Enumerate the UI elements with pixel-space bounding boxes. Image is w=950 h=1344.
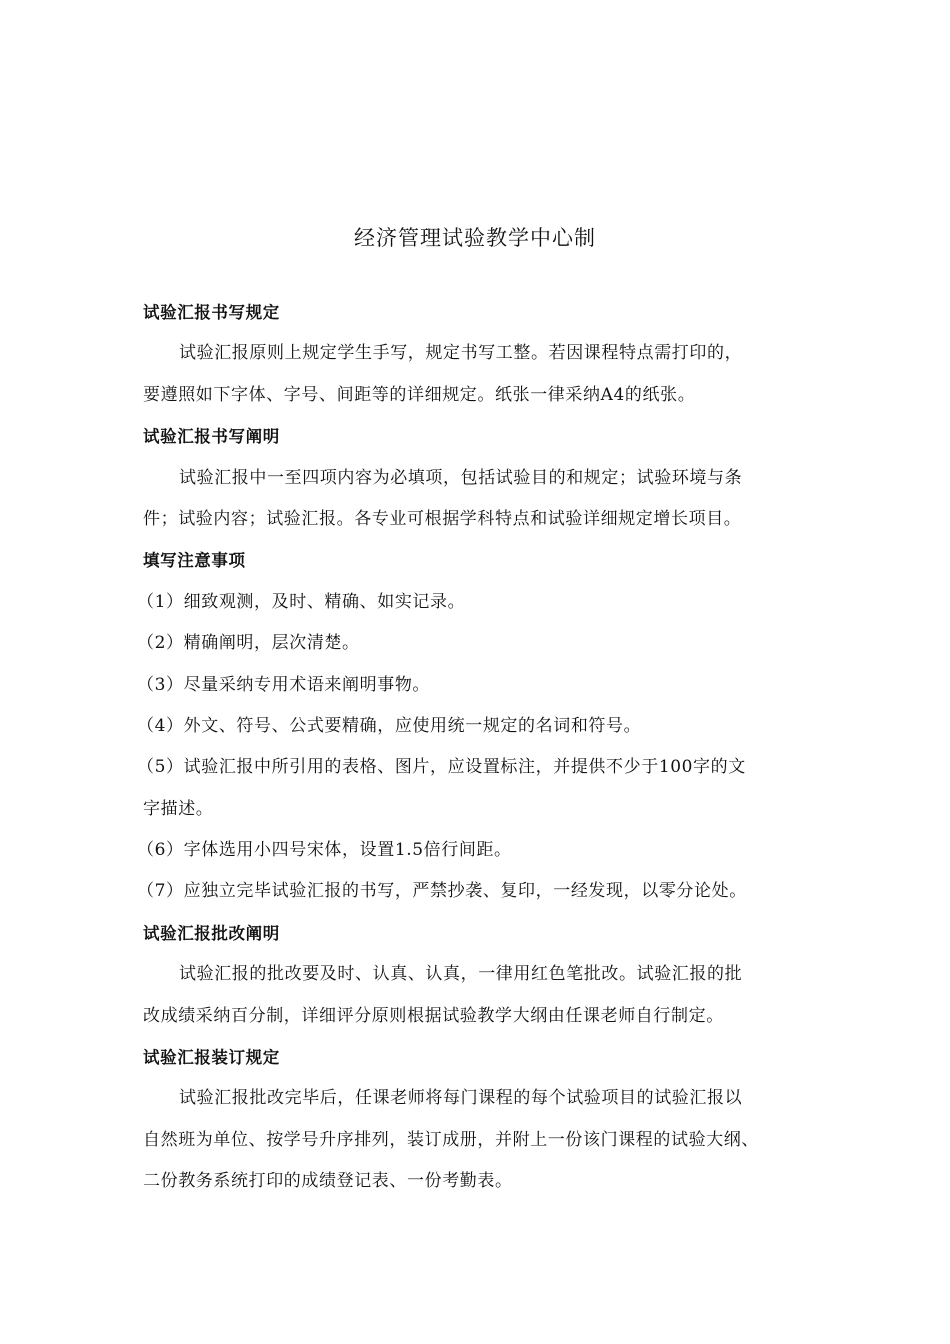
list-item: （6）字体选用小四号宋体，设置1.5倍行间距。 bbox=[137, 840, 512, 861]
paragraph-line: 试验汇报中一至四项内容为必填项，包括试验目的和规定；试验环境与条 bbox=[179, 467, 743, 488]
paragraph-line: 试验汇报批改完毕后，任课老师将每门课程的每个试验项目的试验汇报以 bbox=[179, 1088, 743, 1109]
section-heading-writing-notes: 试验汇报书写阐明 bbox=[143, 427, 280, 447]
section-heading-writing-rules: 试验汇报书写规定 bbox=[143, 303, 280, 322]
section-heading-binding-rules: 试验汇报装订规定 bbox=[143, 1048, 280, 1068]
document-body bbox=[137, 292, 823, 1203]
paragraph-line: 试验汇报的批改要及时、认真、认真，一律用红色笔批改。试验汇报的批 bbox=[179, 964, 743, 985]
paragraph-line: 自然班为单位、按学号升序排列，装订成册，并附上一份该门课程的试验大纲、 bbox=[143, 1129, 759, 1150]
paragraph-line: 改成绩采纳百分制，详细评分原则根据试验教学大纲由任课老师自行制定。 bbox=[143, 1005, 724, 1026]
document-title: 经济管理试验教学中心制 bbox=[354, 226, 596, 250]
list-item: （3）尽量采纳专用术语来阐明事物。 bbox=[137, 674, 431, 695]
list-item: （1）细致观测，及时、精确、如实记录。 bbox=[137, 591, 466, 612]
list-item: （5）试验汇报中所引用的表格、图片，应设置标注，并提供不少于100字的文 bbox=[137, 757, 746, 778]
list-item: （4）外文、符号、公式要精确，应使用统一规定的名词和符号。 bbox=[137, 715, 642, 736]
list-item-continuation: 字描述。 bbox=[143, 798, 214, 819]
paragraph-line: 二份教务系统打印的成绩登记表、一份考勤表。 bbox=[143, 1171, 513, 1192]
paragraph-line: 件；试验内容；试验汇报。各专业可根据学科特点和试验详细规定增长项目。 bbox=[143, 508, 742, 529]
list-item: （2）精确阐明，层次清楚。 bbox=[137, 633, 360, 654]
section-heading-grading-notes: 试验汇报批改阐明 bbox=[143, 923, 280, 943]
paragraph-line: 要遵照如下字体、字号、间距等的详细规定。纸张一律采纳A4的纸张。 bbox=[143, 384, 696, 405]
list-item: （7）应独立完毕试验汇报的书写，严禁抄袭、复印，一经发现，以零分论处。 bbox=[137, 881, 747, 902]
section-heading-filling-notes: 填写注意事项 bbox=[143, 551, 246, 571]
paragraph-line: 试验汇报原则上规定学生手写，规定书写工整。若因课程特点需打印的， bbox=[179, 343, 743, 364]
